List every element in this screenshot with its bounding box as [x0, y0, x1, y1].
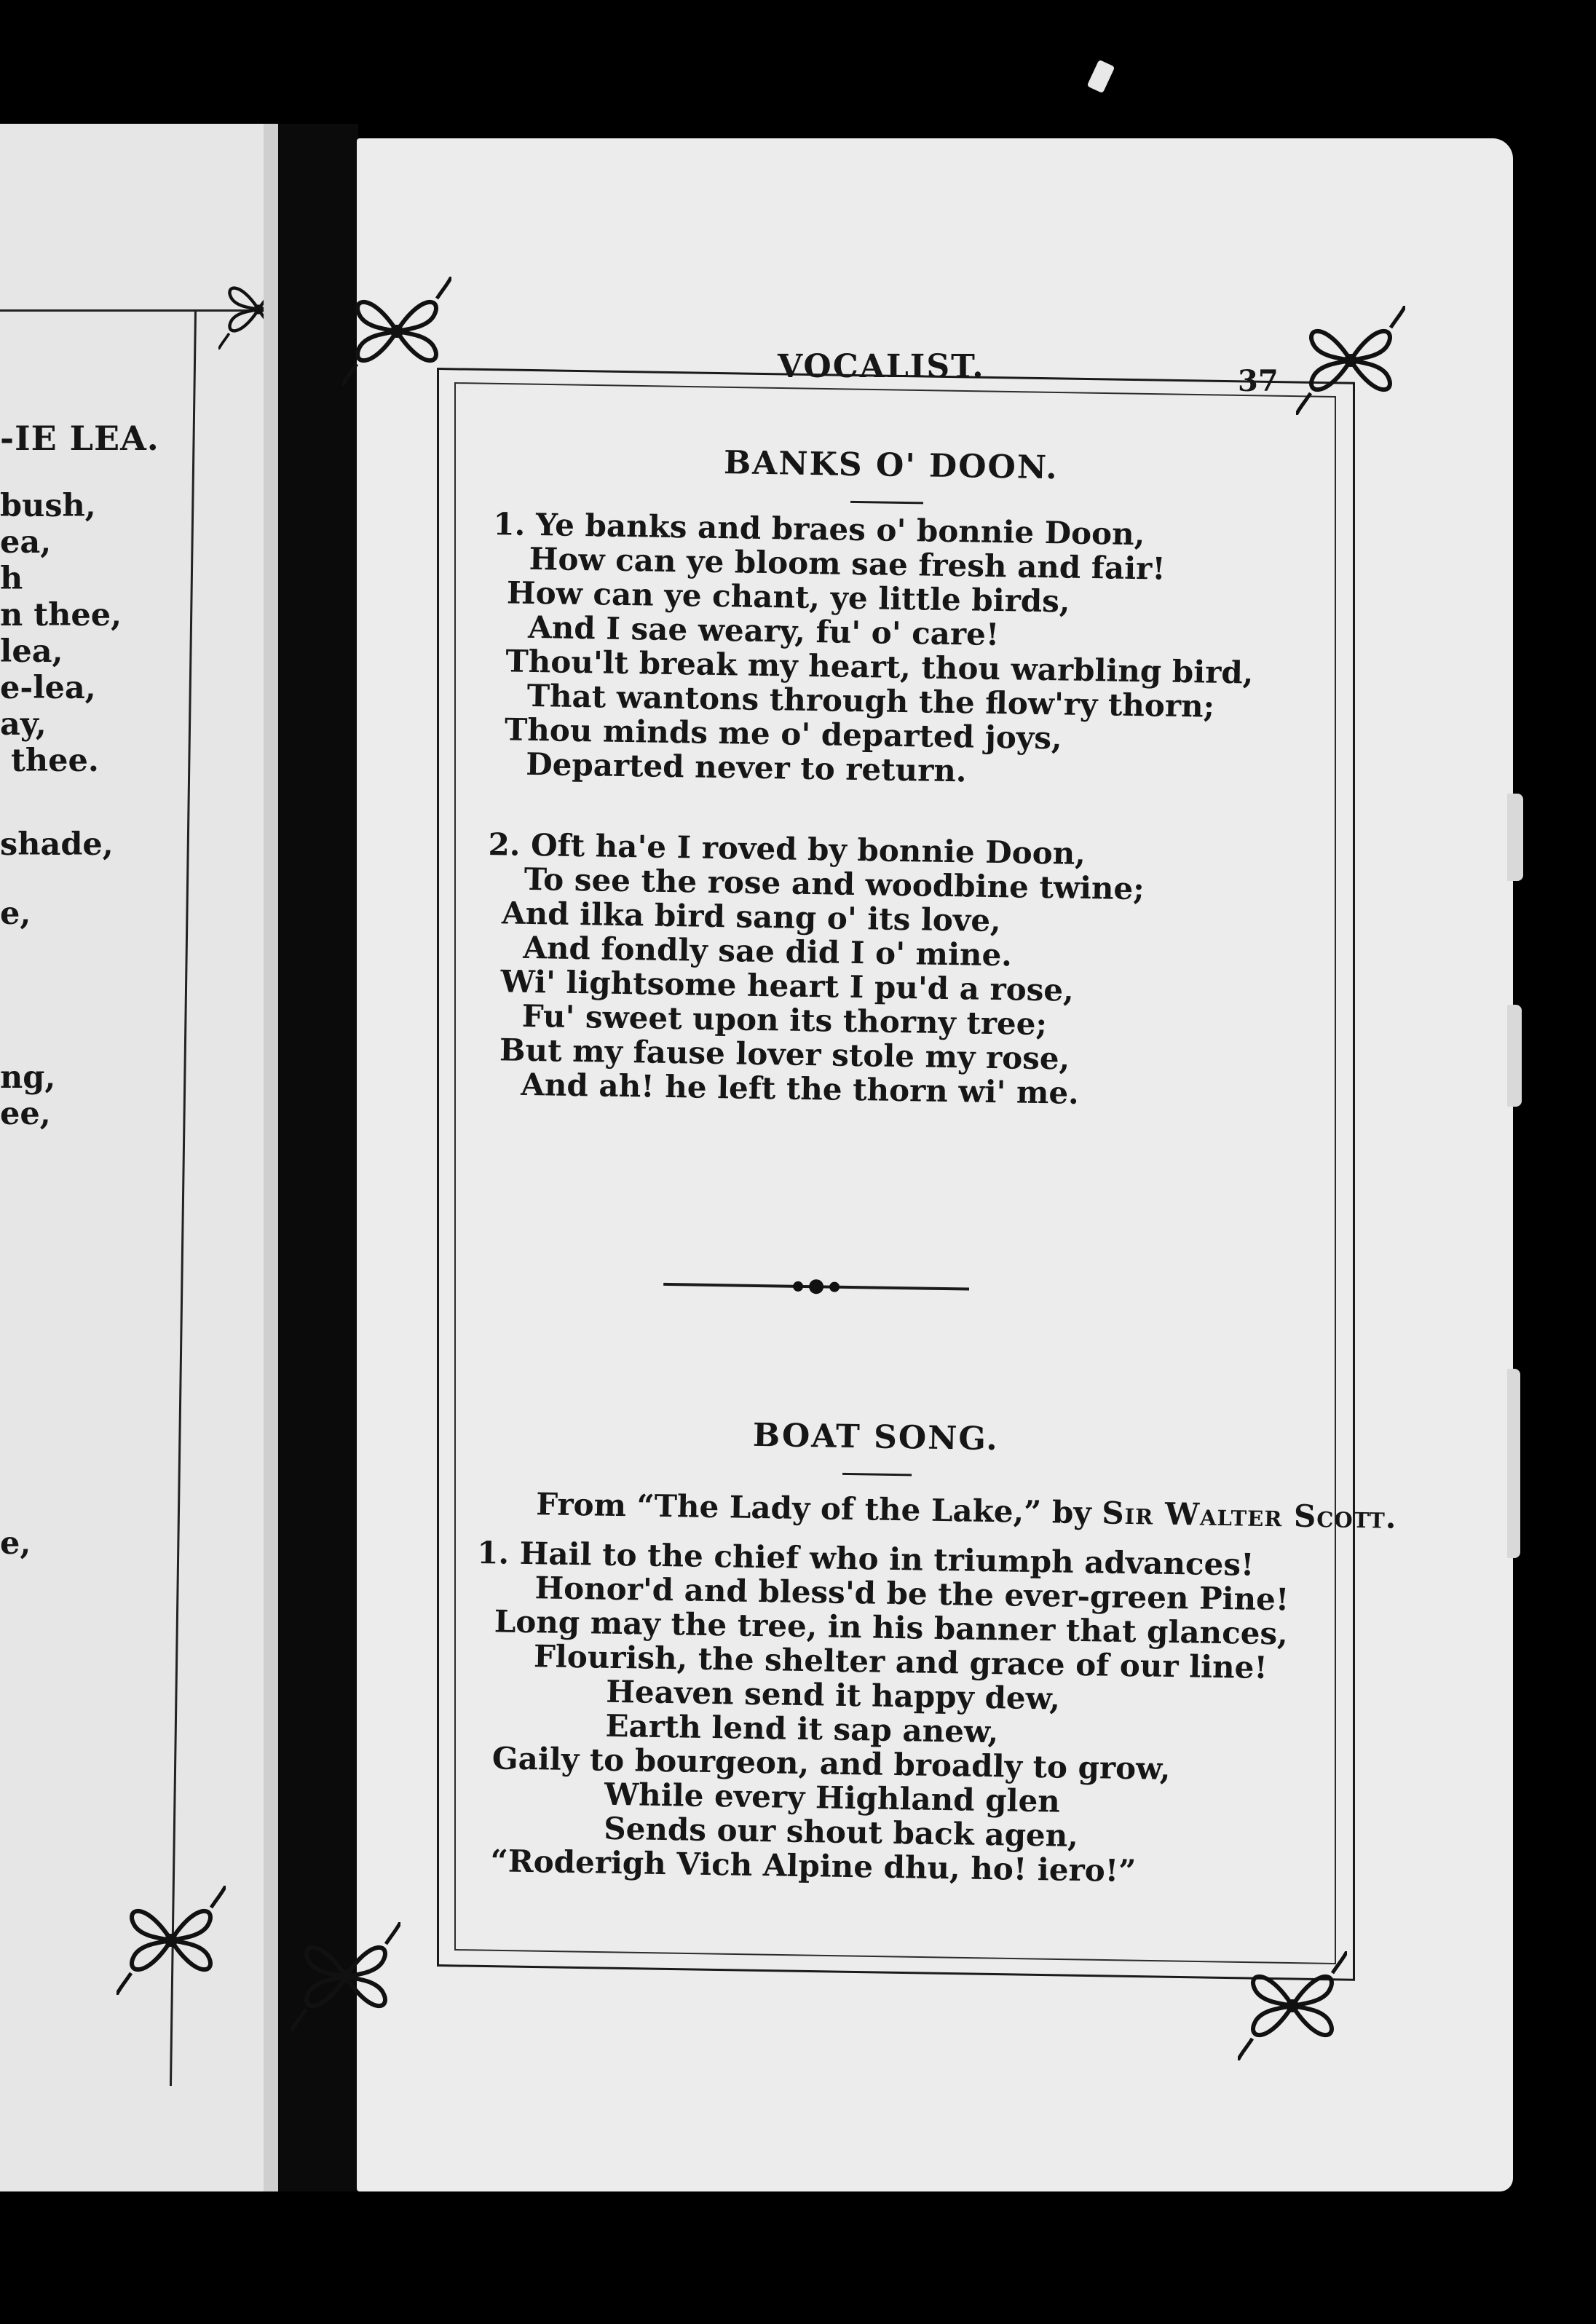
verse-line: How can ye bloom sae fresh and fair! — [529, 540, 1166, 587]
left-line: lea, — [0, 633, 63, 670]
left-line: bush, — [0, 488, 96, 524]
verse-line: 1. Hail to the chief who in triumph advances! — [476, 1534, 1255, 1583]
verse-line: Departed never to return. — [525, 746, 967, 789]
ribbon-bow-ornament-icon — [116, 1886, 226, 1995]
left-line: ea, — [0, 524, 52, 561]
running-title: VOCALIST. — [778, 348, 985, 385]
verse-line: Flourish, the shelter and grace of our line! — [533, 1638, 1268, 1686]
verse-line: And ah! he left the thorn wi' me. — [521, 1066, 1080, 1111]
page-content — [463, 408, 1397, 1978]
page-number: 37 — [1238, 364, 1279, 398]
left-page-frame-rule — [170, 309, 197, 2086]
section-divider-ornament-icon — [663, 1270, 970, 1304]
left-line: ay, — [0, 706, 47, 743]
ribbon-bow-ornament-icon — [1296, 306, 1405, 415]
title-rule — [850, 501, 923, 505]
page-edge-tab — [1507, 794, 1523, 881]
verse-line: But my fause lover stole my rose, — [499, 1032, 1070, 1077]
verse-line: How can ye chant, ye little birds, — [506, 574, 1070, 620]
verse-line: Gaily to bourgeon, and broadly to grow, — [491, 1740, 1171, 1787]
left-page — [0, 124, 278, 2191]
verse-line: Thou minds me o' departed joys, — [504, 711, 1062, 756]
verse-line: “Roderigh Vich Alpine dhu, ho! iero!” — [490, 1843, 1137, 1889]
left-line: shade, — [0, 826, 114, 863]
verse-line: Heaven send it happy dew, — [605, 1673, 1061, 1717]
verse-line: Wi' lightsome heart I pu'd a rose, — [500, 963, 1075, 1008]
book-gutter — [278, 124, 358, 2191]
verse-line: Earth lend it sap anew, — [605, 1707, 999, 1750]
ribbon-bow-ornament-icon — [342, 277, 451, 386]
verse-line: While every Highland glen — [604, 1776, 1061, 1819]
left-line: e-lea, — [0, 670, 96, 706]
left-line: n thee, — [0, 597, 122, 633]
song-attribution — [536, 1486, 1397, 1536]
left-line: e, — [0, 1525, 31, 1562]
verse-line: And I sae weary, fu' o' care! — [527, 609, 1000, 653]
ribbon-bow-ornament-icon — [291, 1922, 400, 2031]
left-line: ng, — [0, 1059, 56, 1096]
attribution-author: Sir Walter Scott. — [1101, 1495, 1397, 1536]
left-line: ee, — [0, 1096, 51, 1132]
attribution-prefix: From “The Lady of the Lake,” by — [535, 1486, 1102, 1531]
verse-line: Thou'lt break my heart, thou warbling bird, — [505, 643, 1254, 691]
left-line: h — [0, 561, 23, 597]
paper-speck — [1087, 60, 1115, 93]
page-edge — [264, 124, 280, 2191]
verse-line: And ilka bird sang o' its love, — [501, 895, 1002, 939]
title-rule — [842, 1473, 912, 1476]
song-title: BANKS O' DOON. — [723, 444, 1059, 487]
verse-line: 2. Oft ha'e I roved by bonnie Doon, — [488, 826, 1086, 872]
left-line: e, — [0, 896, 31, 932]
verse-line: And fondly sae did I o' mine. — [522, 929, 1013, 973]
left-page-title-fragment: -IE LEA. — [0, 419, 159, 458]
page-edge-tab — [1507, 1005, 1522, 1107]
verse-line: That wantons through the flow'ry thorn; — [526, 677, 1215, 724]
left-line: thee. — [11, 743, 99, 779]
verse-line: Sends our shout back agen, — [603, 1810, 1079, 1854]
verse-line: To see the rose and woodbine twine; — [524, 861, 1145, 907]
verse-line: Honor'd and bless'd be the ever-green Pine! — [534, 1570, 1289, 1618]
verse-line: 1. Ye banks and braes o' bonnie Doon, — [493, 506, 1145, 553]
song-title: BOAT SONG. — [752, 1416, 1000, 1458]
verse-line: Fu' sweet upon its thorny tree; — [521, 997, 1048, 1043]
page-edge-tab — [1507, 1369, 1520, 1558]
verse-line: Long may the tree, in his banner that glances, — [494, 1603, 1289, 1652]
